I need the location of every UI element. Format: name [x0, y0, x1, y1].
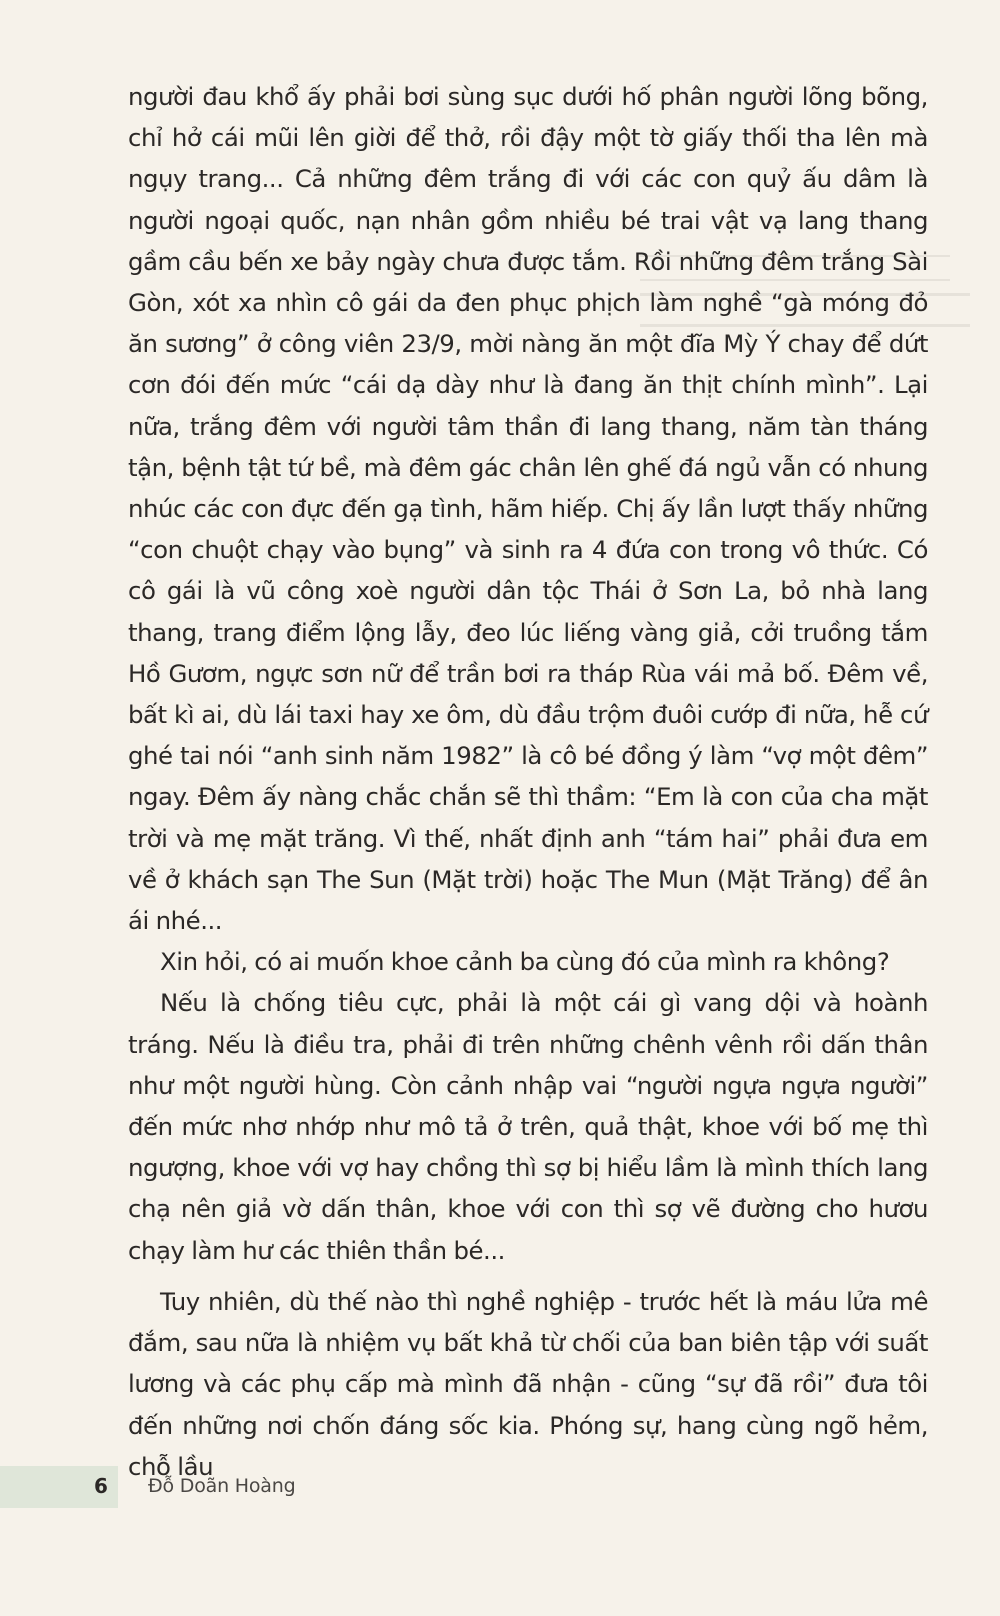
paragraph-conclusion: Tuy nhiên, dù thế nào thì nghề nghiệp - trước hết là máu lửa mê đắm, sau nữa là nhiệm vụ bất khả từ chối của ban biên tập với suất lương và các phụ cấp mà mình đã nhận - cũng “sự đã rồi” đưa tôi đến những nơi chốn đáng sốc kia. Phóng sự, hang cùng ngõ hẻm, chỗ lầu: [128, 1286, 928, 1481]
author-name: Đỗ Doãn Hoàng: [148, 1475, 296, 1497]
page-number: 6: [94, 1474, 108, 1498]
paragraph-reflection: Nếu là chống tiêu cực, phải là một cái gì vang dội và hoành tráng. Nếu là điều tra, phải đi trên những chênh vênh rồi dấn thân như một người hùng. Còn cảnh nhập vai “người ngựa ngựa người” đến mức nhơ nhớp như mô tả ở trên, quả thật, khoe với bố mẹ thì ngượng, khoe với vợ hay chồng thì sợ bị hiểu lầm là mình thích lang chạ nên giả vờ dấn thân, khoe với con thì sợ vẽ đường cho hươu chạy làm hư các thiên thần bé...: [128, 988, 928, 1265]
page-footer: [0, 1466, 1000, 1508]
body-text: [128, 76, 928, 1487]
paragraph-question: Xin hỏi, có ai muốn khoe cảnh ba cùng đó của mình ra không?: [160, 947, 890, 977]
paragraph-continuation: người đau khổ ấy phải bơi sùng sục dưới hố phân người lõng bõng, chỉ hở cái mũi lên giời để thở, rồi đậy một tờ giấy thối tha lên mà ngụy trang... Cả những đêm trắng đi với các con quỷ ấu dâm là người ngoại quốc, nạn nhân gồm nhiều bé trai vật vạ lang thang gầm cầu bến xe bảy ngày chưa được tắm. Rồi những đêm trắng Sài Gòn, xót xa nhìn cô gái da đen phục phịch làm nghề “gà móng đỏ ăn sương” ở công viên 23/9, mời nàng ăn một đĩa Mỳ Ý chay để dứt cơn đói đến mức “cái dạ dày như là đang ăn thịt chính mình”. Lại nữa, trắng đêm với người tâm thần đi lang thang, năm tàn tháng tận, bệnh tật tứ bề, mà đêm gác chân lên ghế đá ngủ vẫn có nhung nhúc các con đực đến gạ tình, hãm hiếp. Chị ấy lần lượt thấy những “con chuột chạy vào bụng” và sinh ra 4 đứa con trong vô thức. Có cô gái là vũ công xoè người dân tộc Thái ở Sơn La, bỏ nhà lang thang, trang điểm lộng lẫy, đeo lúc liếng vàng giả, cởi truồng tắm Hồ Gươm, ngực sơn nữ để trần bơi ra tháp Rùa vái mả bố. Đêm về, bất kì ai, dù lái taxi hay xe ôm, dù đầu trộm đuôi cướp đi nữa, hễ cứ ghé tai nói “anh sinh năm 1982” là cô bé đồng ý làm “vợ một đêm” ngay. Đêm ấy nàng chắc chắn sẽ thì thầm: “Em là con của cha mặt trời và mẹ mặt trăng. Vì thế, nhất định anh “tám hai” phải đưa em về ở khách sạn The Sun (Mặt trời) hoặc The Mun (Mặt Trăng) để ân ái nhé...: [128, 82, 928, 936]
